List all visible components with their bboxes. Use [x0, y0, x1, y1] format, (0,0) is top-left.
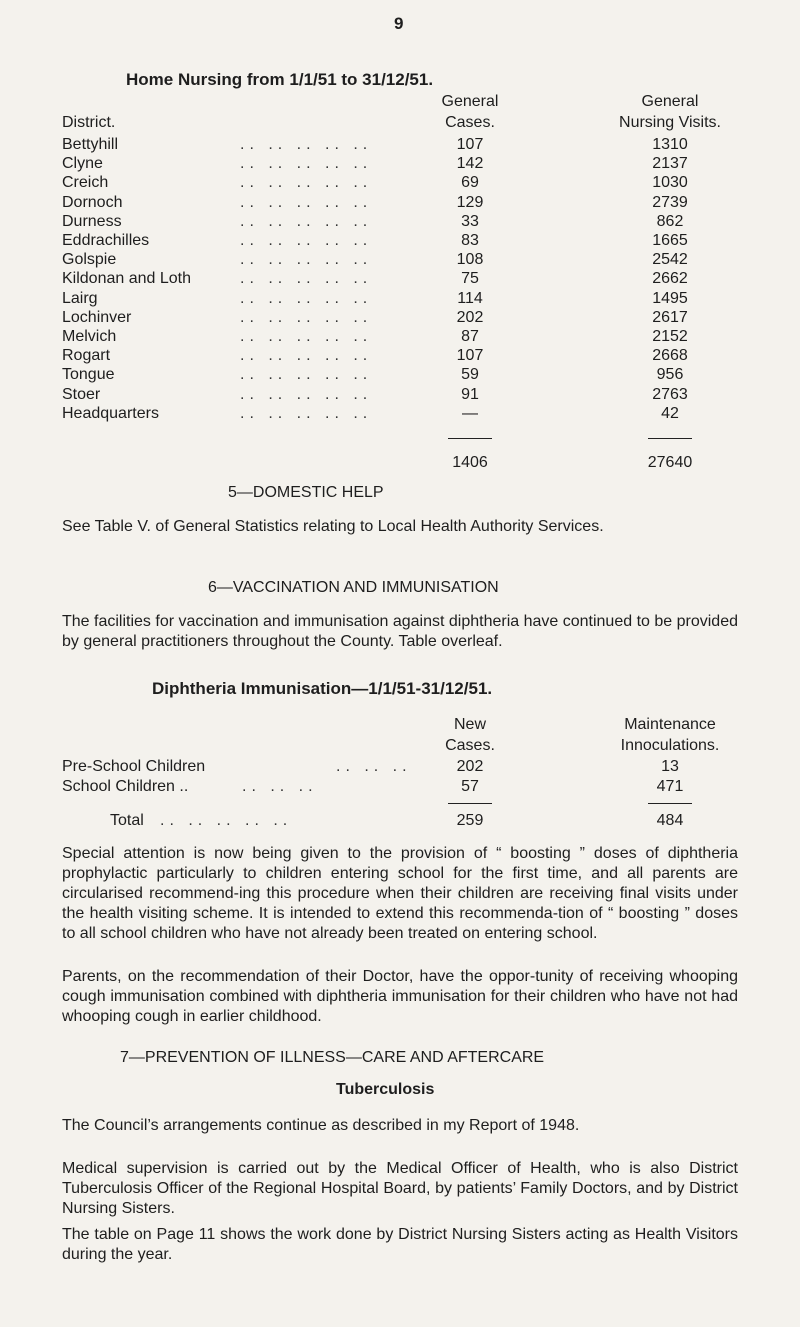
table-row [0, 270, 800, 290]
visits-header-line2: Nursing Visits. [619, 114, 721, 131]
nursing-visits-cell: 2739 [652, 193, 688, 211]
general-cases-cell: 129 [456, 193, 484, 211]
district-name: Stoer [62, 385, 101, 403]
district-name: Eddrachilles [62, 232, 150, 249]
table-row [0, 366, 800, 386]
cases-total-rule [448, 438, 492, 439]
visits-total-rule [648, 438, 692, 439]
home-nursing-title: Home Nursing from 1/1/51 to 31/12/51. [126, 70, 434, 89]
district-name: Kildonan and Loth [62, 270, 191, 288]
table-row [0, 347, 800, 367]
diphtheria-total-row [0, 812, 800, 832]
group-label: Pre-School Children [62, 758, 206, 775]
district-name: Dornoch [62, 193, 123, 211]
table-row [0, 194, 800, 214]
nursing-visits-cell: 862 [656, 212, 684, 230]
nursing-visits-cell: 1310 [652, 136, 688, 153]
leader-dots: .. .. .. .. .. [240, 232, 373, 249]
section5-text: See Table V. of General Statistics relating to Local Health Authority Services. [62, 518, 604, 535]
total-new: 259 [456, 812, 484, 829]
district-name: Durness [62, 212, 122, 230]
general-cases-cell: 202 [456, 308, 484, 326]
total-label: Total [110, 812, 144, 829]
leader-dots: .. .. .. .. .. [240, 270, 373, 288]
nursing-visits-cell: 2152 [652, 328, 688, 345]
general-cases-cell: 107 [456, 347, 484, 365]
general-cases-cell: 91 [461, 385, 479, 403]
nursing-visits-cell: 2668 [652, 347, 688, 365]
district-name: Clyne [62, 155, 103, 173]
general-cases-cell: 75 [461, 270, 479, 288]
group-label: School Children .. [62, 777, 189, 795]
district-name: Headquarters [62, 404, 159, 422]
leader-dots: .. .. .. .. .. [240, 251, 373, 269]
section6-para2: Parents, on the recommendation of their Doctor, have the oppor-tunity of receiving whooping cough immunisation combined with diphtheria immunisation for their children who have not had whooping cough in earlier childhood. [62, 968, 738, 1025]
table-row [0, 405, 800, 425]
general-cases-cell: 108 [456, 251, 484, 269]
leader-dots: .. .. .. .. .. [240, 366, 373, 384]
maint-header-line1: Maintenance [624, 716, 716, 733]
total-visits: 27640 [647, 454, 693, 471]
table-row [0, 328, 800, 348]
maint-total-rule [648, 803, 692, 804]
district-name: Lochinver [62, 308, 132, 326]
leader-dots: .. .. .. .. .. [240, 385, 373, 403]
section7-para1: The Council’s arrangements continue as described in my Report of 1948. [62, 1117, 580, 1134]
leader-dots: .. .. .. [242, 777, 318, 795]
table-row [0, 232, 800, 252]
leader-dots: .. .. .. .. .. [240, 328, 373, 345]
section7-heading: 7—PREVENTION OF ILLNESS—CARE AND AFTERCARE [120, 1049, 545, 1066]
table-row [0, 136, 800, 156]
nursing-visits-cell: 956 [656, 366, 684, 384]
table-row [0, 290, 800, 310]
nursing-visits-cell: 2542 [652, 251, 688, 269]
leader-dots: .. .. .. .. .. [240, 347, 373, 365]
general-cases-cell: 87 [461, 328, 479, 345]
section6-para1: Special attention is now being given to the provision of “ boosting ” doses of diphtheria prophylactic particularly to children entering school for the first time, and all parents are circularised recommend-ing this procedure when their children are receiving final visits under the health visiting scheme. It is intended to extend this recommenda-tion of “ boosting ” doses to all school children who have not already been treated on entering school. [62, 845, 738, 942]
table-row [0, 386, 800, 406]
table-row [0, 251, 800, 271]
visits-header-line1: General [641, 93, 699, 110]
new-cases-cell: 57 [461, 777, 479, 795]
district-header: District. [62, 114, 116, 131]
district-name: Creich [62, 174, 109, 192]
total-maint: 484 [656, 812, 684, 829]
section7-para2: Medical supervision is carried out by the Medical Officer of Health, who is also District Tuberculosis Officer of the Regional Hospital Board, by patients’ Family Doctors, and by District Nursing Sisters. [62, 1160, 738, 1217]
nursing-visits-cell: 1665 [652, 232, 688, 249]
nursing-visits-cell: 2763 [652, 385, 688, 403]
general-cases-cell: 83 [461, 232, 479, 249]
district-name: Bettyhill [62, 136, 119, 153]
district-name: Tongue [62, 366, 115, 384]
maintenance-cell: 13 [661, 758, 679, 775]
district-name: Melvich [62, 328, 117, 345]
table-row [0, 778, 800, 798]
district-name: Golspie [62, 251, 117, 269]
cases-header-line1: General [441, 93, 499, 110]
table-row [0, 758, 800, 778]
leader-dots: .. .. .. .. .. [240, 155, 373, 173]
nursing-visits-cell: 1030 [652, 174, 688, 192]
maintenance-cell: 471 [656, 777, 684, 795]
table-row [0, 309, 800, 329]
leader-dots: .. .. .. .. .. [240, 174, 373, 192]
section7-para3: The table on Page 11 shows the work done by District Nursing Sisters acting as Health Visitors during the year. [62, 1226, 738, 1263]
general-cases-cell: 59 [461, 366, 479, 384]
leader-dots: .. .. .. [336, 758, 412, 775]
section6-text: The facilities for vaccination and immunisation against diphtheria have continued to be provided by general practitioners throughout the County. Table overleaf. [62, 613, 738, 650]
new-total-rule [448, 803, 492, 804]
leader-dots: .. .. .. .. .. [240, 308, 373, 326]
section5-heading: 5—DOMESTIC HELP [228, 484, 384, 501]
total-cases: 1406 [452, 454, 488, 471]
maint-header-line2: Innoculations. [620, 737, 720, 754]
leader-dots: .. .. .. .. .. [240, 136, 373, 153]
new-header-line1: New [453, 716, 486, 733]
general-cases-cell: — [462, 404, 478, 422]
district-name: Lairg [62, 289, 98, 307]
general-cases-cell: 107 [456, 136, 484, 153]
table-row [0, 155, 800, 175]
section6-heading: 6—VACCINATION AND IMMUNISATION [208, 579, 499, 596]
nursing-visits-cell: 42 [661, 404, 679, 422]
general-cases-cell: 142 [456, 155, 484, 173]
general-cases-cell: 114 [457, 289, 483, 307]
nursing-visits-cell: 2617 [652, 308, 688, 326]
diphtheria-table-title: Diphtheria Immunisation—1/1/51-31/12/51. [152, 679, 493, 698]
nursing-visits-cell: 2662 [652, 270, 688, 288]
cases-header-line2: Cases. [445, 114, 495, 131]
leader-dots: .. .. .. .. .. [240, 404, 373, 422]
district-name: Rogart [62, 347, 111, 365]
leader-dots: .. .. .. .. .. [160, 812, 293, 829]
general-cases-cell: 69 [461, 174, 479, 192]
general-cases-cell: 33 [461, 212, 479, 230]
new-cases-cell: 202 [456, 758, 484, 775]
nursing-visits-cell: 1495 [652, 289, 688, 307]
new-header-line2: Cases. [445, 737, 495, 754]
leader-dots: .. .. .. .. .. [240, 193, 373, 211]
page-number: 9 [394, 14, 404, 33]
table-row [0, 213, 800, 233]
nursing-visits-cell: 2137 [652, 155, 688, 173]
leader-dots: .. .. .. .. .. [240, 212, 373, 230]
table-row [0, 174, 800, 194]
tuberculosis-subheading: Tuberculosis [336, 1081, 435, 1098]
leader-dots: .. .. .. .. .. [240, 289, 373, 307]
